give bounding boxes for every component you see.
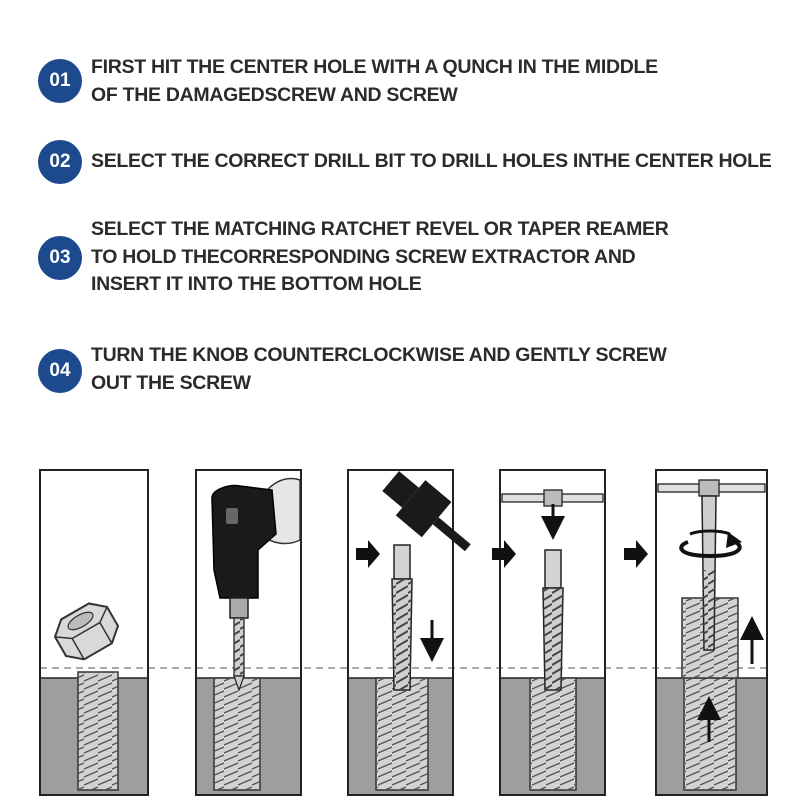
panel-hammer bbox=[348, 463, 484, 795]
step-line: FIRST HIT THE CENTER HOLE WITH A QUNCH IN THE MIDDLE bbox=[91, 56, 658, 78]
step-number-badge: 01 bbox=[38, 59, 82, 103]
step-line: SELECT THE MATCHING RATCHET REVEL OR TAPER REAMER bbox=[91, 218, 669, 240]
step-line: TO HOLD THECORRESPONDING SCREW EXTRACTOR AND bbox=[91, 245, 636, 268]
step-number-badge: 02 bbox=[38, 140, 82, 184]
arrow-right-icon bbox=[492, 540, 516, 568]
panel-drill bbox=[196, 470, 301, 795]
hammer-icon bbox=[376, 463, 484, 564]
extraction-diagram bbox=[0, 450, 800, 800]
arrow-right-icon bbox=[356, 540, 380, 568]
step-line: TURN THE KNOB COUNTERCLOCKWISE AND GENTLY SCREW bbox=[91, 344, 667, 366]
extractor-icon bbox=[392, 545, 412, 690]
step-line: OF THE DAMAGEDSCREW AND SCREW bbox=[91, 83, 458, 106]
step-instruction bbox=[91, 148, 771, 176]
step-line: SELECT THE CORRECT DRILL BIT TO DRILL HOLES INTHE CENTER HOLE bbox=[91, 150, 772, 172]
step-instruction bbox=[91, 342, 771, 397]
arrow-right-icon bbox=[624, 540, 648, 568]
panel-wrench bbox=[492, 470, 605, 795]
panel-rotate bbox=[624, 470, 767, 795]
step-line: INSERT IT INTO THE BOTTOM HOLE bbox=[91, 273, 422, 295]
t-wrench-icon bbox=[502, 490, 603, 506]
t-wrench-icon bbox=[658, 480, 765, 650]
panel-damaged-screw bbox=[40, 470, 148, 795]
power-drill-icon bbox=[212, 486, 276, 618]
hex-bolt-head-icon bbox=[49, 596, 124, 666]
step-number-badge: 04 bbox=[38, 349, 82, 393]
step-instruction bbox=[91, 54, 771, 109]
drill-bit-icon bbox=[234, 618, 244, 690]
extractor-icon bbox=[543, 550, 563, 690]
step-number-badge: 03 bbox=[38, 236, 82, 280]
step-line: OUT THE SCREW bbox=[91, 371, 251, 394]
step-instruction bbox=[91, 216, 771, 299]
